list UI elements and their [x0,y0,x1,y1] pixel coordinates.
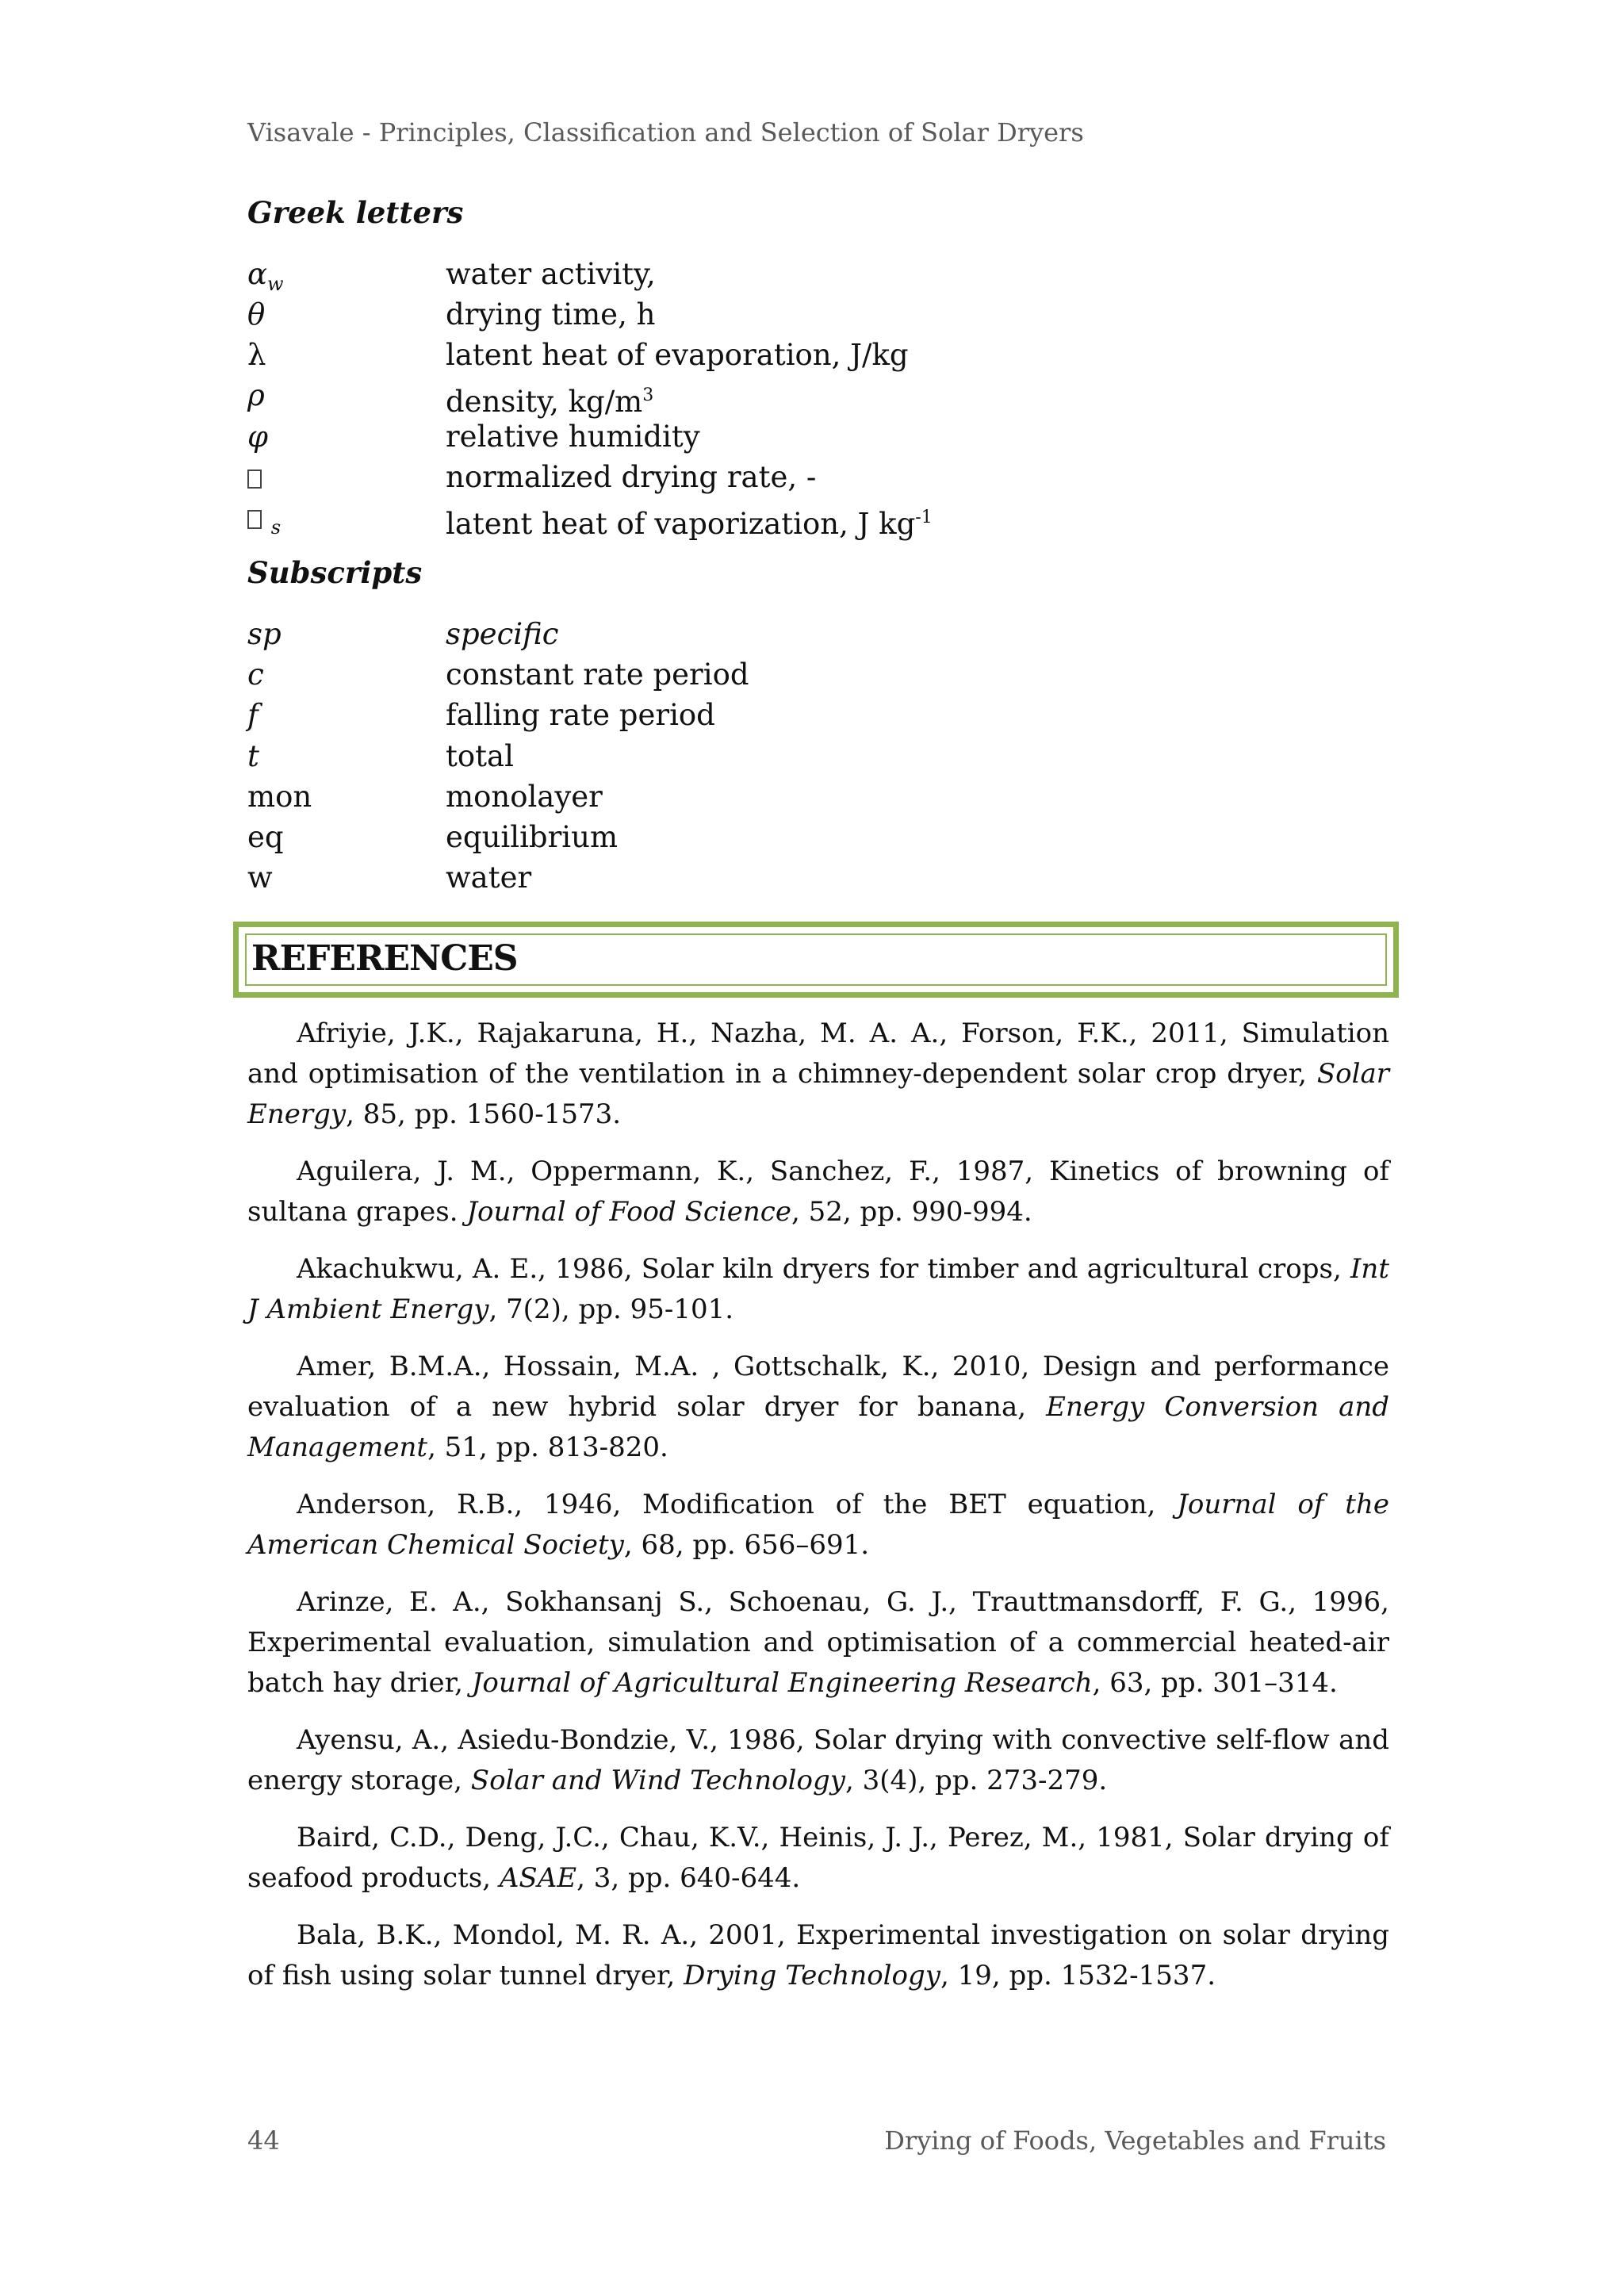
description: density, $kg/m^3$ [446,385,654,419]
description: equilibrium [446,820,619,854]
references-title: REFERENCES [251,938,518,979]
symbol: sp [247,617,282,651]
symbol: φ [247,420,268,454]
description: water activity, [446,257,656,291]
reference-item: Baird, C.D., Deng, J.C., Chau, K.V., Heinis, J. J., Perez, M., 1981, Solar drying of seafood products, ASAE, 3, pp. 640-644. [247,1822,1389,1894]
reference-item: Aguilera, J. M., Oppermann, K., Sanchez, F., 1987, Kinetics of browning of sultana grapes. Journal of Food Science, 52, pp. 990-994. [247,1156,1389,1228]
subscripts-heading: Subscripts [247,555,423,590]
description: monolayer [446,780,603,814]
symbol: s [247,499,438,546]
greek-letters-heading: Greek letters [247,195,464,230]
reference-item: Arinze, E. A., Sokhansanj S., Schoenau, G. J., Trauttmansdorff, F. G., 1996, Experimental evaluation, simulation and optimisation of a commercial heated-air batch hay drier, Journal of Agricultural Engineering Research, 63, pp. 301–314. [247,1586,1389,1699]
reference-item: Afriyie, J.K., Rajakaruna, H., Nazha, M. A. A., Forson, F.K., 2011, Simulation and optimisation of the ventilation in a chimney-dependent solar crop dryer, Solar Energy, 85, pp. 1560-1573. [247,1018,1389,1130]
reference-item: Anderson, R.B., 1946, Modification of the BET equation, Journal of the American Chemical Society, 68, pp. 656–691. [247,1489,1389,1561]
symbol: c [247,657,264,692]
symbol: t [247,739,259,773]
running-header: Visavale - Principles, Classification and Selection of Solar Dryers [247,117,1084,148]
symbol: ρ [247,378,265,412]
missing-glyph-icon [247,510,262,529]
reference-item: Amer, B.M.A., Hossain, M.A. , Gottschalk, K., 2010, Design and performance evaluation of a new hybrid solar dryer for banana, Energy Conversion and Management, 51, pp. 813-820. [247,1351,1390,1463]
references-list [247,1014,1389,2013]
footer-book-title: Drying of Foods, Vegetables and Fruits [884,2125,1386,2156]
symbol: θ [247,297,266,332]
reference-item: Bala, B.K., Mondol, M. R. A., 2001, Experimental investigation on solar drying of fish using solar tunnel dryer, Drying Technology, 19, pp. 1532-1537. [247,1919,1389,1991]
symbol: f [247,698,259,732]
page-number: 44 [247,2125,280,2156]
symbol: $\alpha_w$ [247,257,284,295]
description: latent heat of vaporization, J $kg^{-1}$ [446,507,933,541]
description: constant rate period [446,657,749,692]
description: specific [446,617,559,651]
reference-item: Akachukwu, A. E., 1986, Solar kiln dryers for timber and agricultural crops, Int J Ambient Energy, 7(2), pp. 95-101. [247,1253,1389,1325]
description: latent heat of evaporation, J/kg [446,338,909,372]
description: relative humidity [446,420,700,454]
symbol: w [247,861,273,895]
symbol: λ [247,338,266,372]
reference-item: Ayensu, A., Asiedu-Bondzie, V., 1986, Solar drying with convective self-flow and energy storage, Solar and Wind Technology, 3(4), pp. 273-279. [247,1724,1389,1796]
symbol: eq [247,820,284,854]
missing-glyph-icon [247,470,262,489]
symbol: mon [247,780,312,814]
description: falling rate period [446,698,715,732]
symbol [247,458,438,496]
description: water [446,861,532,895]
description: normalized drying rate, - [446,460,817,494]
description: total [446,739,514,773]
references-heading-box [233,922,1399,998]
description: drying time, h [446,297,656,332]
